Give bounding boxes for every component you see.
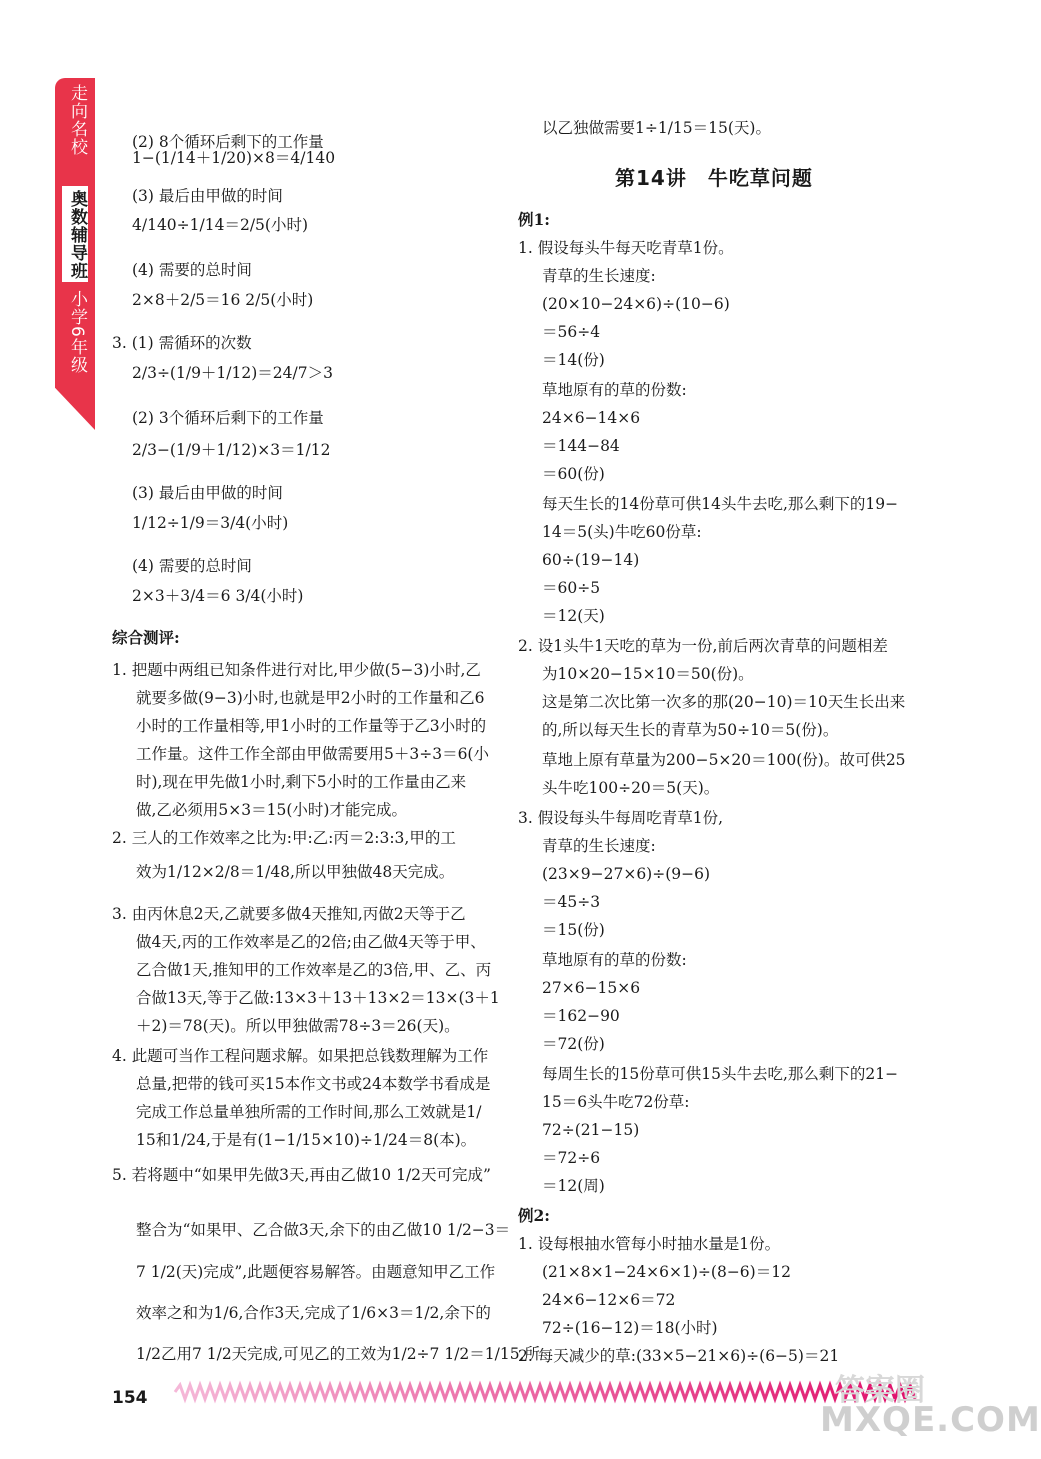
left-line-21: 做,乙必须用5×3＝15(小时)才能完成。 xyxy=(136,801,407,819)
right-line-8: 草地原有的草的份数: xyxy=(542,381,687,399)
left-line-2: 1−(1/14＋1/20)×8＝4/140 xyxy=(132,149,336,167)
left-line-15: 综合测评: xyxy=(112,628,180,647)
right-line-27: ＝15(份) xyxy=(542,921,605,939)
section-title: 第14讲 牛吃草问题 xyxy=(615,166,813,190)
right-line-28: 草地原有的草的份数: xyxy=(542,951,687,969)
left-line-4: 4/140÷1/14＝2/5(小时) xyxy=(132,216,309,234)
left-line-30: 总量,把带的钱可买15本作文书或24本数学书看成是 xyxy=(136,1075,491,1093)
left-line-13: (4) 需要的总时间 xyxy=(132,557,252,575)
left-line-8: 2/3÷(1/9＋1/12)＝24/7＞3 xyxy=(132,364,333,382)
right-line-21: 草地上原有草量为200−5×20＝100(份)。故可供25 xyxy=(542,751,906,769)
right-line-10: ＝144−84 xyxy=(542,437,620,455)
left-line-6: 2×8＋2/5＝16 2/5(小时) xyxy=(132,291,314,309)
right-line-15: ＝60÷5 xyxy=(542,579,601,597)
right-line-4: 青草的生长速度: xyxy=(542,267,656,285)
right-line-29: 27×6−15×6 xyxy=(542,979,641,997)
left-line-11: (3) 最后由甲做的时间 xyxy=(132,484,283,502)
right-line-25: (23×9−27×6)÷(9−6) xyxy=(542,865,711,883)
right-line-12: 每天生长的14份草可供14头牛去吃,那么剩下的19− xyxy=(542,495,899,513)
left-line-27: 合做13天,等于乙做:13×3＋13＋13×2＝13×(3＋1 xyxy=(136,989,500,1007)
left-line-28: ＋2)＝78(天)。所以甲独做需78÷3＝26(天)。 xyxy=(136,1017,460,1035)
left-line-14: 2×3＋3/4＝6 3/4(小时) xyxy=(132,587,304,605)
right-line-17: 2. 设1头牛1天吃的草为一份,前后两次青草的问题相差 xyxy=(518,637,888,655)
right-line-1: 以乙独做需要1÷1/15＝15(天)。 xyxy=(542,119,771,137)
page-number: 154 xyxy=(112,1388,148,1408)
side-label-series: 走向名校 xyxy=(67,84,87,156)
left-line-1: (2) 8个循环后剩下的工作量 xyxy=(132,133,324,151)
left-line-37: 1/2乙用7 1/2天完成,可见乙的工效为1/2÷7 1/2＝1/15,所 xyxy=(136,1345,541,1363)
right-line-7: ＝14(份) xyxy=(542,351,605,369)
left-line-7: 3. (1) 需循环的次数 xyxy=(112,334,252,352)
left-line-25: 做4天,丙的工作效率是乙的2倍;由乙做4天等于甲、 xyxy=(136,933,486,951)
side-label-grade: 小学6年级 xyxy=(67,290,87,374)
right-line-19: 这是第二次比第一次多的那(20−10)＝10天生长出来 xyxy=(542,693,906,711)
left-line-16: 1. 把题中两组已知条件进行对比,甲少做(5−3)小时,乙 xyxy=(112,661,481,679)
left-line-12: 1/12÷1/9＝3/4(小时) xyxy=(132,514,289,532)
right-line-39: (21×8×1−24×6×1)÷(8−6)＝12 xyxy=(542,1263,791,1281)
right-line-42: 2. 每天减少的草:(33×5−21×6)÷(6−5)＝21 xyxy=(518,1347,840,1365)
left-line-29: 4. 此题可当作工程问题求解。如果把总钱数理解为工作 xyxy=(112,1047,489,1065)
left-line-17: 就要多做(9−3)小时,也就是甲2小时的工作量和乙6 xyxy=(136,689,485,707)
right-line-35: ＝72÷6 xyxy=(542,1149,601,1167)
left-line-9: (2) 3个循环后剩下的工作量 xyxy=(132,409,324,427)
right-line-22: 头牛吃100÷20＝5(天)。 xyxy=(542,779,720,797)
left-line-22: 2. 三人的工作效率之比为:甲:乙:丙＝2:3:3,甲的工 xyxy=(112,829,456,847)
right-line-41: 72÷(16−12)＝18(小时) xyxy=(542,1319,718,1337)
watermark-logo-text: 答案圈 xyxy=(835,1373,925,1408)
left-line-35: 7 1/2(天)完成”,此题便容易解答。由题意知甲乙工作 xyxy=(136,1263,496,1281)
right-line-30: ＝162−90 xyxy=(542,1007,620,1025)
watermark-url: MXQE.COM xyxy=(820,1400,1041,1440)
side-label-title: 奥数辅导班 xyxy=(67,190,87,280)
left-line-19: 工作量。这件工作全部由甲做需要用5＋3÷3＝6(小 xyxy=(136,745,489,763)
right-line-37: 例2: xyxy=(518,1206,551,1225)
zigzag-line xyxy=(175,1385,915,1399)
right-line-38: 1. 设每根抽水管每小时抽水量是1份。 xyxy=(518,1235,781,1253)
left-line-36: 效率之和为1/6,合作3天,完成了1/6×3＝1/2,余下的 xyxy=(136,1304,491,1322)
right-line-9: 24×6−14×6 xyxy=(542,409,641,427)
right-line-13: 14＝5(头)牛吃60份草: xyxy=(542,523,702,541)
right-line-31: ＝72(份) xyxy=(542,1035,605,1053)
right-line-16: ＝12(天) xyxy=(542,607,605,625)
left-line-24: 3. 由丙休息2天,乙就要多做4天推知,丙做2天等于乙 xyxy=(112,905,466,923)
left-line-5: (4) 需要的总时间 xyxy=(132,261,252,279)
right-line-24: 青草的生长速度: xyxy=(542,837,656,855)
decorative-zigzag-border xyxy=(175,1382,915,1402)
right-line-32: 每周生长的15份草可供15头牛去吃,那么剩下的21− xyxy=(542,1065,899,1083)
right-line-18: 为10×20−15×10＝50(份)。 xyxy=(542,665,754,683)
right-line-14: 60÷(19−14) xyxy=(542,551,640,569)
left-line-10: 2/3−(1/9＋1/12)×3＝1/12 xyxy=(132,441,331,459)
left-line-18: 小时的工作量相等,甲1小时的工作量等于乙3小时的 xyxy=(136,717,487,735)
left-line-31: 完成工作总量单独所需的工作时间,那么工效就是1/ xyxy=(136,1103,482,1121)
left-line-26: 乙合做1天,推知甲的工作效率是乙的3倍,甲、乙、丙 xyxy=(136,961,492,979)
right-line-40: 24×6−12×6＝72 xyxy=(542,1291,676,1309)
right-line-20: 的,所以每天生长的青草为50÷10＝5(份)。 xyxy=(542,721,839,739)
right-line-26: ＝45÷3 xyxy=(542,893,601,911)
right-line-36: ＝12(周) xyxy=(542,1177,605,1195)
left-line-33: 5. 若将题中“如果甲先做3天,再由乙做10 1/2天可完成” xyxy=(112,1166,491,1184)
right-line-3: 1. 假设每头牛每天吃青草1份。 xyxy=(518,239,734,257)
right-line-34: 72÷(21−15) xyxy=(542,1121,640,1139)
left-line-32: 15和1/24,于是有(1−1/15×10)÷1/24＝8(本)。 xyxy=(136,1131,477,1149)
left-line-23: 效为1/12×2/8＝1/48,所以甲独做48天完成。 xyxy=(136,863,455,881)
right-line-2: 例1: xyxy=(518,210,551,229)
right-line-5: (20×10−24×6)÷(10−6) xyxy=(542,295,730,313)
left-line-34: 整合为“如果甲、乙合做3天,余下的由乙做10 1/2−3＝ xyxy=(136,1221,511,1239)
left-line-20: 时),现在甲先做1小时,剩下5小时的工作量由乙来 xyxy=(136,773,467,791)
right-line-23: 3. 假设每头牛每周吃青草1份, xyxy=(518,809,724,827)
right-line-33: 15＝6头牛吃72份草: xyxy=(542,1093,690,1111)
right-line-11: ＝60(份) xyxy=(542,465,605,483)
left-line-3: (3) 最后由甲做的时间 xyxy=(132,187,283,205)
right-line-6: ＝56÷4 xyxy=(542,323,601,341)
